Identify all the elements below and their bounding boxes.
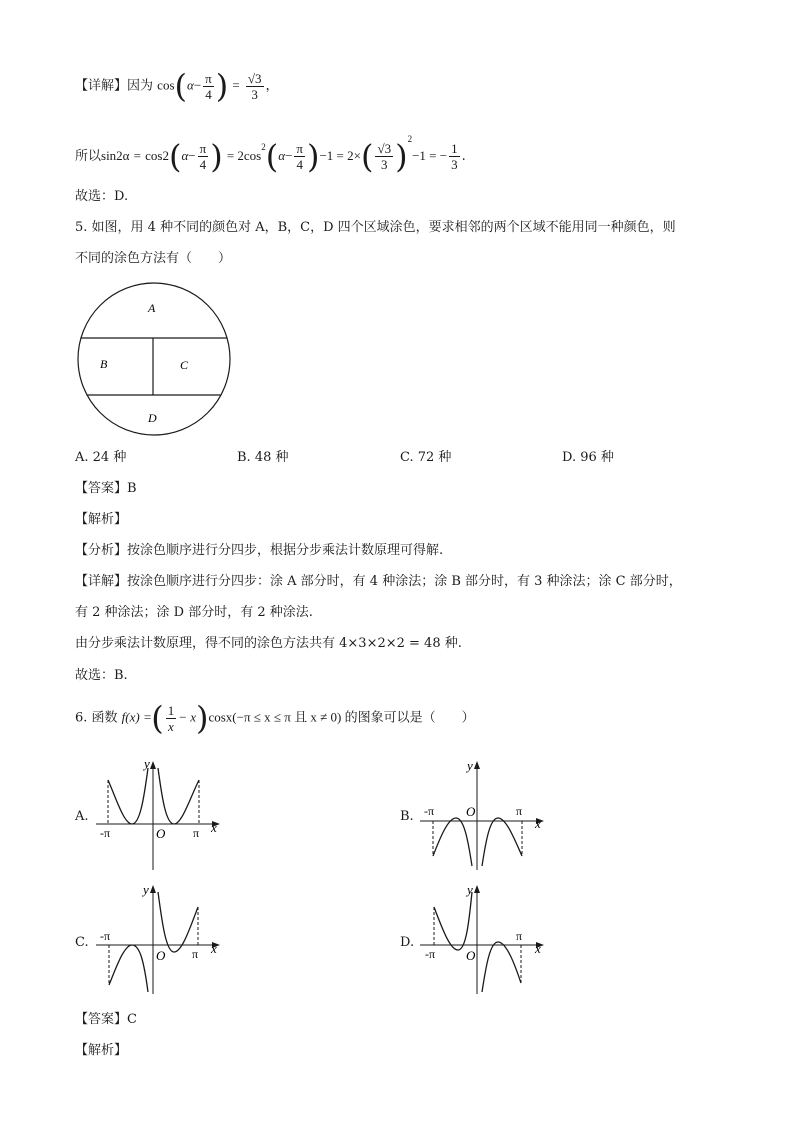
q5-answer: 【答案】B: [75, 481, 137, 496]
paren-close: ): [195, 699, 209, 737]
q5-option-c: C. 72 种: [400, 450, 452, 465]
q5-choose: 故选：B.: [75, 668, 128, 683]
frac-pi-4: [203, 71, 214, 102]
q5-figure: [74, 281, 234, 437]
minus: −: [285, 148, 293, 163]
text-because: 因为: [127, 78, 154, 94]
y-label: y: [467, 882, 473, 897]
graph-b-label: B.: [400, 809, 414, 824]
q5-analysis: 【解析】: [75, 512, 128, 527]
paren-open: (: [168, 137, 182, 176]
alpha: α: [187, 77, 194, 93]
origin-label: O: [156, 826, 166, 841]
alpha: α: [278, 148, 286, 163]
curve-right: [158, 892, 198, 952]
detail-tag: 【详解】: [75, 78, 128, 94]
q5-option-a: A. 24 种: [75, 450, 127, 465]
frac-den: 3: [251, 86, 258, 102]
q5-option-b: B. 48 种: [237, 450, 289, 465]
curve-left: [434, 892, 472, 950]
frac-pi-4: [294, 141, 305, 172]
y-axis-arrow: [150, 885, 156, 893]
frac-den: 4: [205, 86, 212, 102]
frac-den: 3: [381, 157, 388, 172]
graph-d-label: D.: [400, 935, 415, 950]
minus-x: − x: [178, 709, 196, 725]
sin2a: sin2α: [101, 148, 130, 163]
q5-detail-2: 有 2 种涂法；涂 D 部分时，有 2 种涂法.: [75, 605, 313, 620]
y-axis-arrow: [474, 885, 480, 893]
frac-num: π: [296, 141, 303, 156]
frac-num: √3: [377, 141, 392, 156]
x-label: x: [535, 816, 541, 831]
pi-label: π: [192, 947, 199, 961]
frac-num: π: [199, 141, 207, 156]
paren-close: ): [215, 67, 229, 105]
q5-option-d: D. 96 种: [562, 450, 614, 465]
paren-close: ): [395, 137, 408, 176]
origin-label: O: [466, 948, 476, 963]
paren-open: (: [174, 67, 187, 105]
paren-open: (: [151, 699, 164, 737]
y-label: y: [143, 882, 149, 897]
minus: −: [193, 77, 202, 93]
curve-right: [158, 768, 199, 824]
graph-d: [420, 882, 550, 994]
equals: =: [232, 77, 240, 93]
frac-den: x: [168, 718, 174, 734]
equals: =: [133, 148, 141, 163]
graph-a-label: A.: [75, 809, 89, 824]
y-label: y: [144, 758, 150, 771]
x-label: x: [211, 941, 217, 956]
minus: −: [188, 148, 196, 163]
q6-analysis: 【解析】: [75, 1043, 128, 1058]
fx: f(x): [121, 709, 140, 725]
x-label: x: [211, 820, 217, 835]
y-axis-arrow: [150, 761, 156, 769]
q6-tail: cosx(−π ≤ x ≤ π 且 x ≠ 0) 的图象可以是（ ）: [208, 709, 475, 725]
paren-open: (: [265, 137, 279, 176]
neg-pi-label: -π: [100, 826, 111, 840]
neg-pi-label: -π: [100, 929, 111, 943]
region-d-label: D: [148, 411, 157, 425]
q6-stem: [75, 699, 475, 737]
frac-num: 1: [167, 702, 175, 718]
y-axis-arrow: [474, 761, 480, 769]
frac-1-3: [449, 141, 460, 172]
neg-pi-label: -π: [425, 947, 436, 961]
frac-1-x: [166, 703, 177, 734]
region-c-label: C: [180, 358, 189, 372]
frac-num: √3: [247, 70, 262, 86]
neg-pi-label: -π: [424, 804, 435, 818]
q6-answer: 【答案】C: [75, 1012, 137, 1027]
graph-c-label: C.: [75, 935, 89, 950]
q5-fenxi: 【分析】按涂色顺序进行分四步，根据分步乘法计数原理可得解.: [75, 543, 444, 558]
frac-sqrt3-3: [246, 71, 264, 102]
q5-line-1: 5. 如图，用 4 种不同的颜色对 A，B，C，D 四个区域涂色，要求相邻的两个区域不能用同一种颜色，则: [75, 220, 676, 235]
origin-label: O: [156, 948, 166, 963]
cos-fn: cos: [157, 77, 175, 93]
frac-num: π: [205, 70, 212, 86]
square-exp: 2: [407, 134, 413, 144]
alpha: α: [181, 148, 189, 163]
cos2: cos2: [145, 148, 169, 163]
curve-left: [433, 818, 472, 866]
y-label: y: [467, 758, 473, 773]
frac-num: 1: [451, 141, 458, 156]
frac-den: 4: [199, 157, 207, 172]
comma: ，: [265, 78, 279, 94]
curve-left: [109, 945, 148, 992]
minus-one-result: −1 = −: [412, 148, 448, 163]
region-a-label: A: [148, 301, 156, 315]
detail-line-2: [75, 130, 466, 176]
detail-line-1: [75, 67, 279, 105]
curve-right: [482, 942, 521, 992]
frac-pi-4: [198, 141, 209, 172]
curve-left: [108, 768, 148, 824]
graph-b: [420, 758, 550, 870]
pi-label: π: [516, 804, 523, 818]
choose-d: 故选：D.: [75, 189, 129, 204]
x-label: x: [535, 941, 541, 956]
q5-detail-3: 由分步乘法计数原理，得不同的涂色方法共有 4×3×2×2 = 48 种.: [75, 636, 462, 651]
pi-label: π: [516, 929, 523, 943]
curve-right: [482, 818, 522, 866]
paren-open: (: [360, 137, 374, 176]
frac-sqrt3-3: [375, 141, 393, 172]
frac-den: 4: [296, 157, 303, 172]
origin-label: O: [466, 804, 476, 819]
region-b-label: B: [100, 357, 108, 371]
period: .: [461, 149, 466, 164]
frac-den: 3: [451, 157, 458, 172]
square-exp: 2: [261, 142, 266, 152]
paren-close: ): [306, 137, 320, 176]
q5-line-2: 不同的涂色方法有（ ）: [75, 251, 232, 266]
two-cos: = 2cos: [226, 148, 262, 163]
equals: =: [143, 709, 152, 725]
paren-close: ): [210, 137, 223, 176]
pi-label: π: [193, 826, 200, 840]
graph-c: [96, 882, 226, 994]
minus-one-two: −1 = 2×: [319, 148, 361, 163]
text-so: 所以: [75, 149, 102, 164]
q6-prefix: 6. 函数: [75, 710, 122, 726]
graph-a: [96, 758, 226, 870]
q5-detail-1: 【详解】按涂色顺序进行分四步：涂 A 部分时，有 4 种涂法；涂 B 部分时，有 3 种涂法；涂 C 部分时，: [75, 574, 682, 589]
